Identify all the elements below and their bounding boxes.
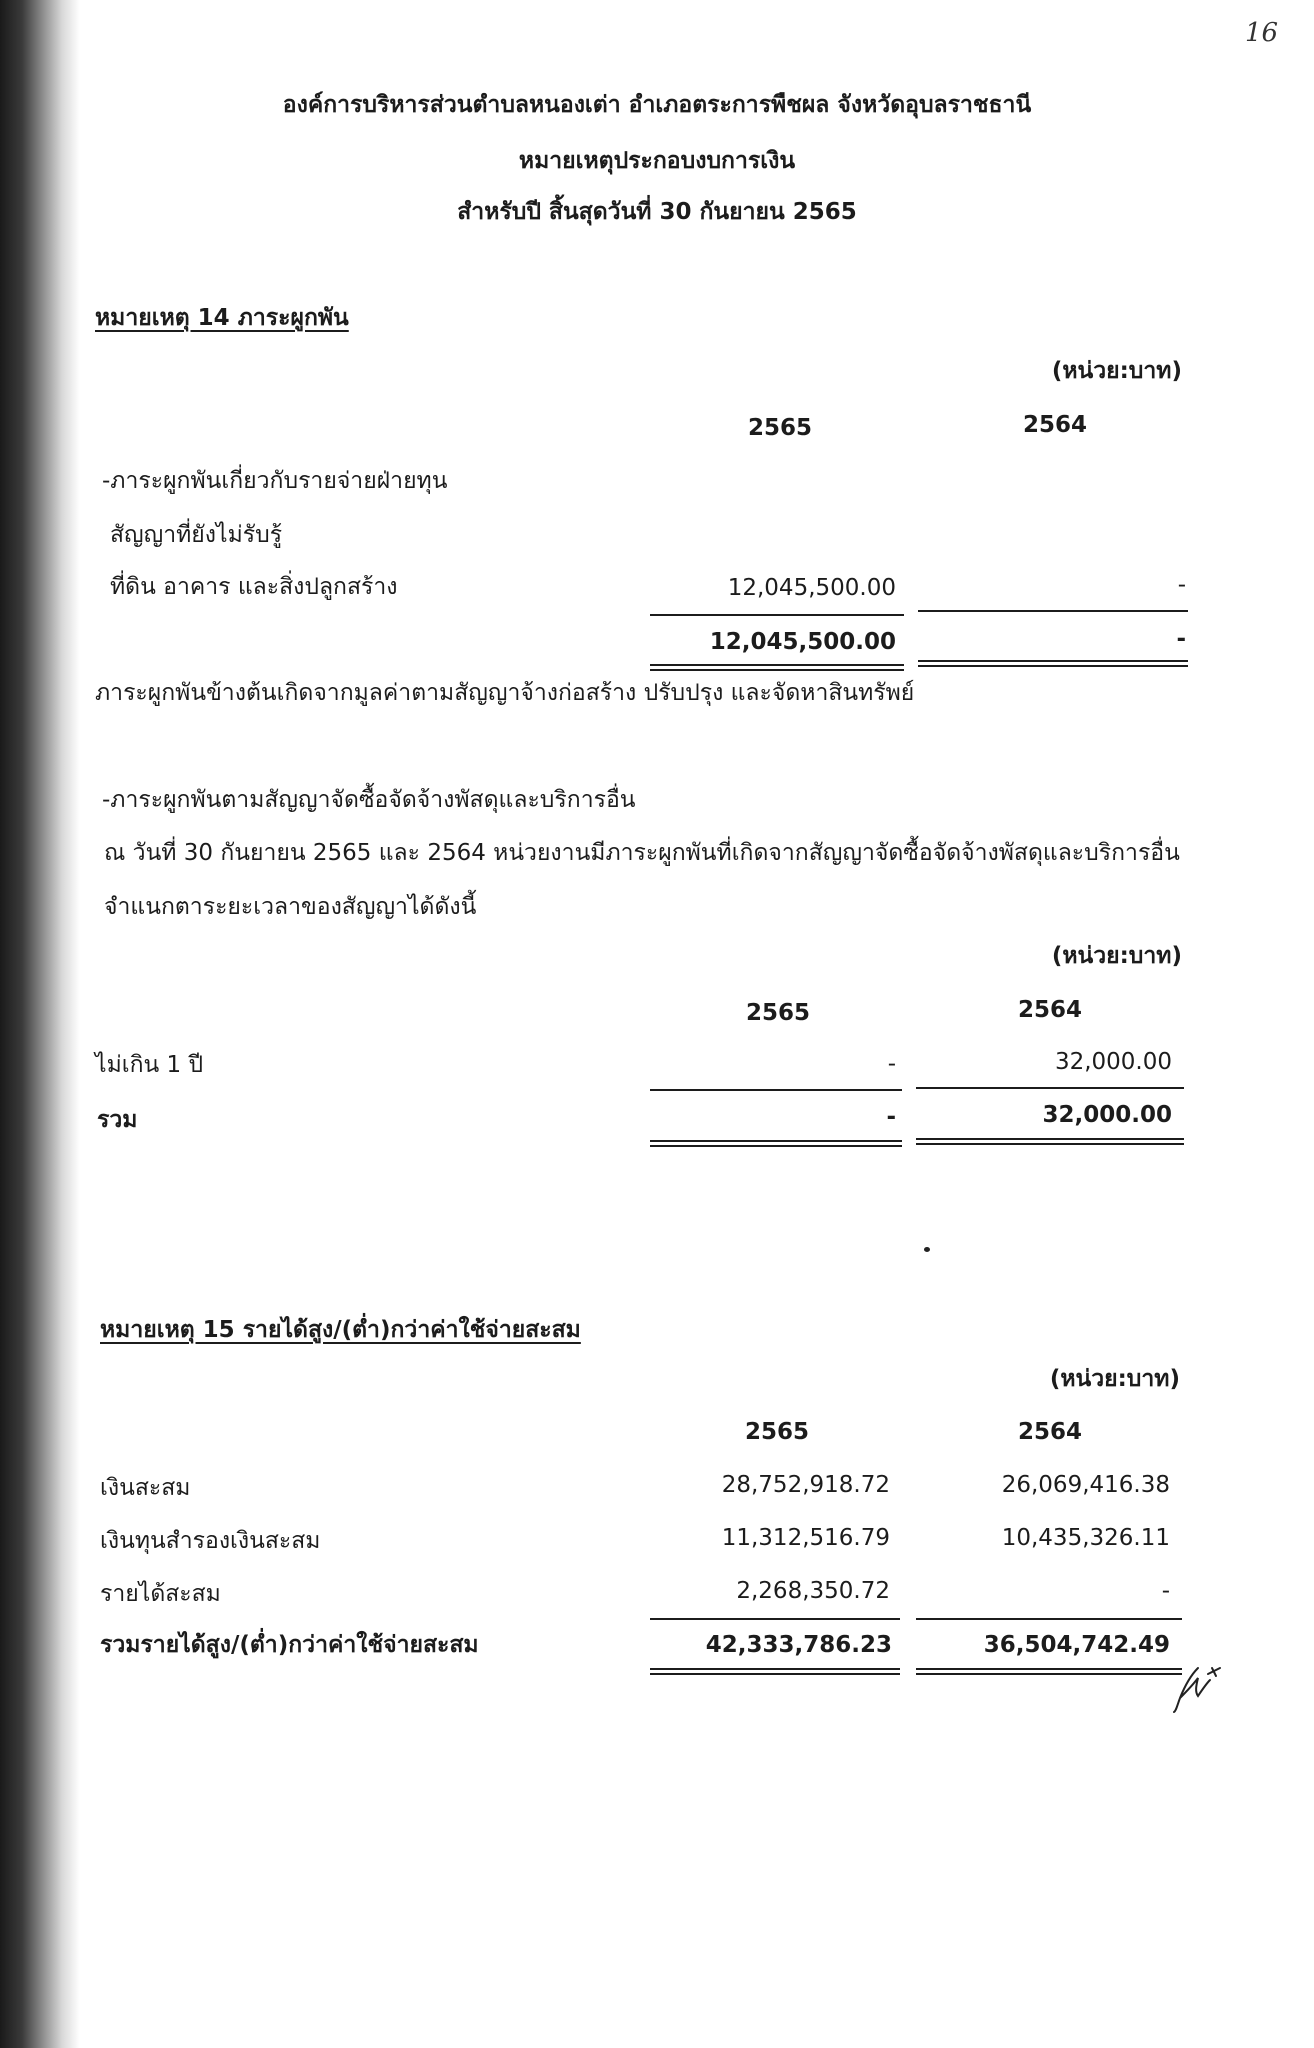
note14-section1-heading: -ภาระผูกพันเกี่ยวกับรายจ่ายฝ่ายทุน (102, 468, 448, 494)
note14-section2-row-2564: 32,000.00 (1054, 1049, 1172, 1075)
note14-section2-row-rule-2565 (650, 1089, 902, 1091)
note14-row-2565: 12,045,500.00 (727, 575, 896, 601)
note15-total-2564: 36,504,742.49 (983, 1632, 1170, 1658)
note15-rule-2564 (916, 1618, 1182, 1620)
scan-edge-shadow (0, 0, 80, 2048)
note15-row-2564: - (1161, 1578, 1170, 1604)
note15-row-2565: 28,752,918.72 (721, 1472, 890, 1498)
note15-total-2565: 42,333,786.23 (705, 1632, 892, 1658)
note14-year-2565: 2565 (747, 415, 812, 441)
note14-section2-total-2565: - (886, 1104, 896, 1130)
note14-section2-row-label: ไม่เกิน 1 ปี (95, 1052, 204, 1078)
note14-row-label: ที่ดิน อาคาร และสิ่งปลูกสร้าง (110, 574, 398, 600)
header-organization: องค์การบริหารส่วนตำบลหนองเต่า อำเภอตระการพืชผล จังหวัดอุบลราชธานี (282, 92, 1032, 118)
header-statement-title: หมายเหตุประกอบงบการเงิน (518, 148, 796, 174)
note14-section2-total-label: รวม (97, 1107, 138, 1133)
note14-total-double-rule-2564 (918, 660, 1188, 667)
note15-double-rule-2565 (650, 1668, 900, 1675)
note15-row-2565: 2,268,350.72 (736, 1578, 890, 1604)
note14-section2-double-rule-2565 (650, 1140, 902, 1147)
note15-double-rule-2564 (916, 1668, 1182, 1675)
note14-section1-subheading: สัญญาที่ยังไม่รับรู้ (110, 522, 283, 548)
note14-section2-year-2564: 2564 (1017, 997, 1082, 1023)
note15-row-label: เงินทุนสำรองเงินสะสม (100, 1528, 321, 1554)
signature-mark (1168, 1662, 1224, 1714)
note15-rule-2565 (650, 1618, 900, 1620)
note14-section2-row-rule-2564 (916, 1087, 1184, 1089)
note15-title: หมายเหตุ 15 รายได้สูง/(ต่ำ)กว่าค่าใช้จ่ายสะสม (100, 1317, 581, 1343)
scan-speck (924, 1247, 930, 1252)
note14-section2-year-2565: 2565 (745, 1000, 810, 1026)
note14-total-double-rule-2565 (650, 664, 904, 671)
note14-section2-text2: จำแนกตาระยะเวลาของสัญญาได้ดังนี้ (104, 894, 477, 920)
note15-unit: (หน่วย:บาท) (1049, 1366, 1180, 1392)
note15-row-label: เงินสะสม (100, 1475, 191, 1501)
note14-row-rule-2565 (650, 614, 904, 616)
note15-year-2565: 2565 (744, 1419, 809, 1445)
page-number: 16 (1245, 18, 1279, 48)
note14-section2-double-rule-2564 (916, 1138, 1184, 1145)
note15-row-label: รายได้สะสม (100, 1581, 221, 1607)
note14-section2-total-2564: 32,000.00 (1042, 1102, 1172, 1128)
note14-section2-unit: (หน่วย:บาท) (1051, 943, 1182, 969)
note14-remark: ภาระผูกพันข้างต้นเกิดจากมูลค่าตามสัญญาจ้างก่อสร้าง ปรับปรุง และจัดหาสินทรัพย์ (95, 680, 915, 706)
note14-unit: (หน่วย:บาท) (1051, 358, 1182, 384)
note14-row-rule-2564 (918, 610, 1188, 612)
note15-row-2564: 26,069,416.38 (1001, 1472, 1170, 1498)
note15-total-label: รวมรายได้สูง/(ต่ำ)กว่าค่าใช้จ่ายสะสม (100, 1632, 479, 1658)
header-period: สำหรับปี สิ้นสุดวันที่ 30 กันยายน 2565 (457, 199, 857, 225)
note14-total-2564: - (1176, 626, 1186, 652)
note14-row-2564: - (1177, 572, 1186, 598)
note14-year-2564: 2564 (1022, 412, 1087, 438)
note15-row-2564: 10,435,326.11 (1001, 1525, 1170, 1551)
note15-year-2564: 2564 (1017, 1419, 1082, 1445)
note14-section2-text1: ณ วันที่ 30 กันยายน 2565 และ 2564 หน่วยงานมีภาระผูกพันที่เกิดจากสัญญาจัดซื้อจัดจ้างพัสดุและบริการอื่น (104, 840, 1180, 866)
note14-section2-row-2565: - (887, 1051, 896, 1077)
note15-row-2565: 11,312,516.79 (721, 1525, 890, 1551)
note14-title: หมายเหตุ 14 ภาระผูกพัน (95, 305, 349, 331)
note14-total-2565: 12,045,500.00 (709, 629, 896, 655)
note14-section2-heading: -ภาระผูกพันตามสัญญาจัดซื้อจัดจ้างพัสดุและบริการอื่น (102, 787, 636, 813)
